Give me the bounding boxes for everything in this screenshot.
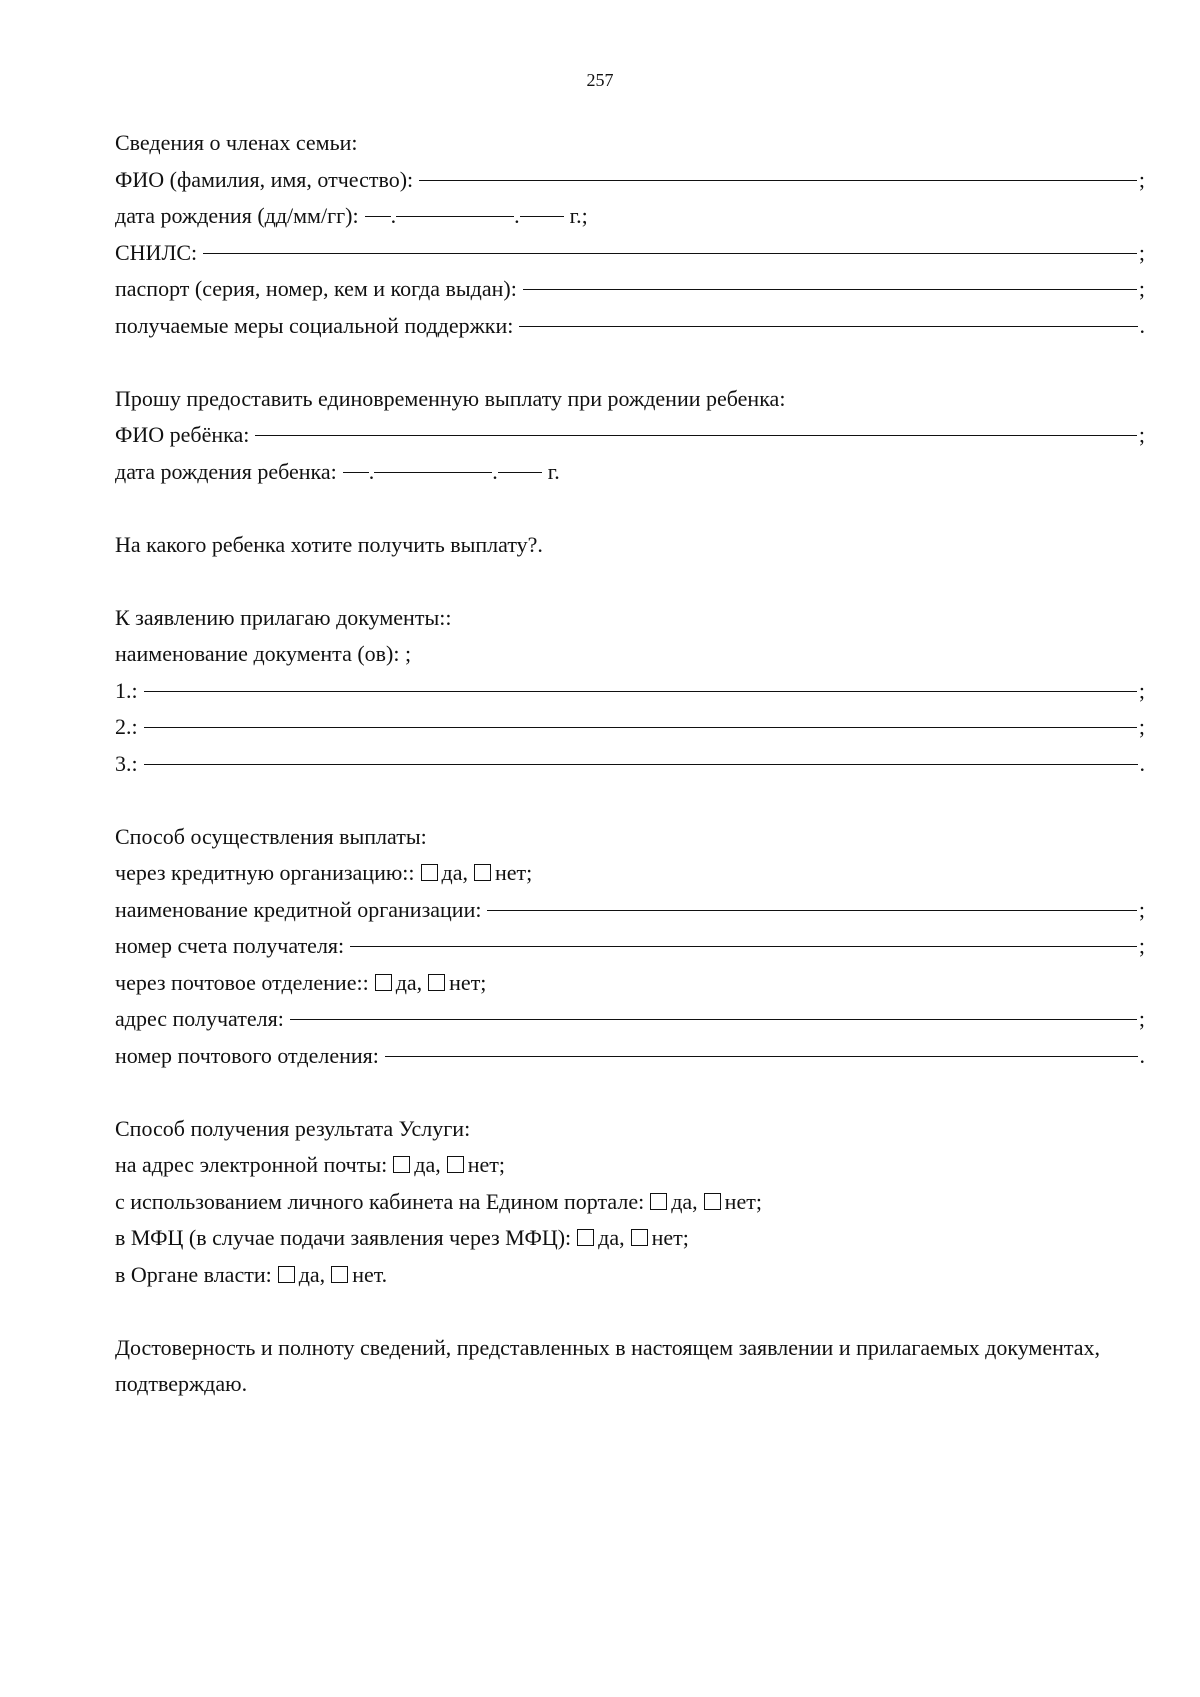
family-support-field[interactable] (519, 326, 1137, 327)
child-fio-label: ФИО ребёнка: (115, 422, 250, 447)
child-dob-month-field[interactable] (374, 472, 492, 473)
result-authority-label: в Органе власти: (115, 1261, 272, 1287)
result-portal-row (115, 1184, 1145, 1221)
date-dot: . (514, 203, 520, 228)
family-snils-label: СНИЛС: (115, 239, 198, 265)
payment-post-label: через почтовое отделение:: (115, 969, 369, 995)
doc-item-field[interactable] (144, 691, 1137, 692)
doc-item-row (115, 709, 1145, 746)
option-no-label: нет; (494, 860, 533, 885)
option-yes-label: да, (395, 969, 423, 995)
request-heading: Прошу предоставить единовременную выплату при рождении ребенка: (115, 385, 786, 411)
punct-semicolon: ; (1138, 714, 1145, 739)
address-label: адрес получателя: (115, 1006, 284, 1031)
punct-semicolon: ; (1138, 896, 1145, 922)
payment-credit-label: через кредитную организацию:: (115, 860, 415, 885)
checkbox-no[interactable] (474, 864, 491, 881)
credit-name-row (115, 892, 1145, 929)
payment-post-row (115, 965, 1145, 1002)
family-dob-row (115, 198, 1145, 235)
family-passport-row (115, 271, 1145, 308)
child-dob-row (115, 454, 1145, 491)
docs-name-label: наименование документа (ов): ; (115, 641, 412, 666)
post-office-field[interactable] (385, 1056, 1138, 1057)
child-fio-field[interactable] (255, 435, 1136, 436)
result-mfc-row (115, 1220, 1145, 1257)
checkbox-yes[interactable] (393, 1156, 410, 1173)
checkbox-yes[interactable] (375, 974, 392, 991)
credit-name-label: наименование кредитной организации: (115, 896, 482, 922)
doc-item-field[interactable] (144, 727, 1137, 728)
result-email-row (115, 1147, 1145, 1184)
post-office-row (115, 1038, 1145, 1075)
child-dob-year-field[interactable] (498, 472, 542, 473)
checkbox-no[interactable] (631, 1229, 648, 1246)
family-heading: Сведения о членах семьи: (115, 130, 358, 155)
checkbox-no[interactable] (331, 1266, 348, 1283)
doc-item-field[interactable] (144, 764, 1138, 765)
punct-semicolon: ; (1138, 422, 1145, 447)
doc-item-number: 2.: (115, 714, 138, 739)
doc-item-row (115, 746, 1145, 783)
punct-period: . (1139, 750, 1145, 776)
punct-semicolon: ; (1138, 677, 1145, 703)
result-email-label: на адрес электронной почты: (115, 1152, 388, 1177)
checkbox-yes[interactable] (421, 864, 438, 881)
address-field[interactable] (290, 1019, 1137, 1020)
checkbox-no[interactable] (428, 974, 445, 991)
option-yes-label: да, (298, 1261, 326, 1287)
post-office-label: номер почтового отделения: (115, 1042, 379, 1068)
page-number: 257 (586, 70, 614, 90)
child-fio-row (115, 417, 1145, 454)
punct-semicolon: ; (1138, 933, 1145, 958)
docs-heading: К заявлению прилагаю документы:: (115, 604, 452, 630)
payment-credit-row (115, 855, 1145, 892)
family-fio-label: ФИО (фамилия, имя, отчество): (115, 166, 414, 192)
address-row (115, 1001, 1145, 1038)
year-suffix: г. (547, 458, 560, 484)
result-portal-label: с использованием личного кабинета на Едином портале: (115, 1188, 645, 1214)
family-fio-row (115, 162, 1145, 199)
punct-semicolon: ; (1138, 239, 1145, 265)
doc-item-number: 3.: (115, 750, 138, 776)
account-field[interactable] (350, 946, 1137, 947)
result-authority-row (115, 1257, 1145, 1294)
confirmation-text: Достоверность и полноту сведений, представленных в настоящем заявлении и прилагаемых документах, подтверждаю. (115, 1334, 1101, 1396)
date-dot: . (368, 458, 375, 484)
result-mfc-label: в МФЦ (в случае подачи заявления через МФЦ): (115, 1225, 572, 1250)
punct-period: . (1139, 1042, 1145, 1068)
punct-semicolon: ; (1138, 276, 1145, 301)
child-dob-label: дата рождения ребенка: (115, 458, 337, 484)
which-child-question: На какого ребенка хотите получить выплату?. (115, 531, 543, 557)
dob-day-field[interactable] (365, 216, 391, 217)
family-support-row (115, 308, 1145, 345)
checkbox-yes[interactable] (577, 1229, 594, 1246)
child-dob-day-field[interactable] (343, 472, 369, 473)
option-yes-label: да, (441, 860, 468, 885)
option-no-label: нет; (724, 1188, 762, 1214)
family-support-label: получаемые меры социальной поддержки: (115, 312, 514, 338)
date-dot: . (390, 203, 397, 228)
account-label: номер счета получателя: (115, 933, 345, 958)
family-passport-field[interactable] (523, 289, 1137, 290)
dob-month-field[interactable] (396, 216, 514, 217)
application-form (115, 125, 1145, 1402)
punct-semicolon: ; (1138, 166, 1145, 192)
option-no-label: нет; (467, 1152, 505, 1177)
option-no-label: нет. (352, 1261, 388, 1287)
payment-heading: Способ осуществления выплаты: (115, 823, 427, 849)
family-dob-label: дата рождения (дд/мм/гг): (115, 203, 359, 228)
option-no-label: нет; (449, 969, 487, 995)
doc-item-row (115, 673, 1145, 710)
credit-name-field[interactable] (487, 910, 1136, 911)
punct-semicolon: ; (1138, 1006, 1145, 1031)
year-suffix: г.; (569, 203, 588, 228)
account-row (115, 928, 1145, 965)
family-fio-field[interactable] (419, 180, 1137, 181)
result-heading: Способ получения результата Услуги: (115, 1115, 471, 1141)
option-yes-label: да, (671, 1188, 698, 1214)
option-yes-label: да, (598, 1225, 625, 1250)
punct-period: . (1139, 312, 1145, 338)
checkbox-no[interactable] (447, 1156, 464, 1173)
checkbox-no[interactable] (704, 1193, 721, 1210)
checkbox-yes[interactable] (650, 1193, 667, 1210)
checkbox-yes[interactable] (278, 1266, 295, 1283)
doc-item-number: 1.: (115, 677, 138, 703)
family-passport-label: паспорт (серия, номер, кем и когда выдан): (115, 276, 517, 301)
option-yes-label: да, (414, 1152, 441, 1177)
family-snils-field[interactable] (203, 253, 1137, 254)
dob-year-field[interactable] (520, 216, 564, 217)
date-dot: . (492, 458, 498, 484)
family-snils-row (115, 235, 1145, 272)
option-no-label: нет; (651, 1225, 689, 1250)
